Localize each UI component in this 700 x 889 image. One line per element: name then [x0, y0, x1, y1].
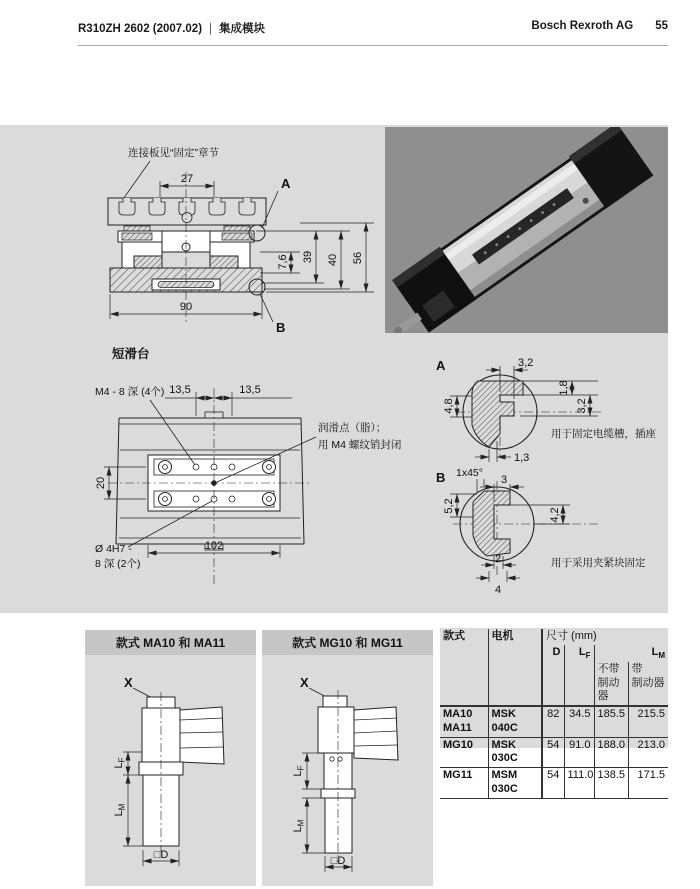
detail-b-dim-3: 3 — [500, 474, 508, 486]
dim-20: 20 — [95, 476, 107, 490]
variant-mg-x-label: X — [300, 675, 309, 690]
detail-a-label: A — [436, 358, 446, 373]
variant-mg-lf-label: $L_F$ — [292, 765, 306, 777]
cell-lm-with: 171.5 — [628, 768, 668, 799]
hole-note-line1: Ø 4H7 - — [95, 543, 132, 555]
cell-motor: MSK 040C — [488, 706, 542, 737]
lube-note-line2: 用 M4 螺纹销封闭 — [318, 439, 402, 451]
page-number: 55 — [655, 20, 668, 32]
connection-note: 连接板见“固定”章节 — [128, 147, 219, 159]
detail-a-drawing — [436, 357, 656, 464]
cell-type: MA10 MA11 — [443, 708, 473, 734]
col-header-d: D — [542, 645, 564, 706]
m4-hole — [193, 464, 199, 470]
detail-a-dim-1-3: 1,3 — [514, 452, 530, 464]
hole-note-line2: 8 深 (2个) — [95, 558, 141, 570]
dim-90: 90 — [179, 301, 193, 313]
detail-a-profile — [472, 381, 523, 447]
cell-lm-with: 215.5 — [628, 706, 668, 737]
m4-hole — [229, 464, 235, 470]
module-cross-section — [110, 225, 265, 295]
cell-lf: 91.0 — [564, 737, 594, 768]
lube-note-line1: 润滑点（脂）； — [318, 422, 387, 434]
detail-a-dim-1-8: 1,8 — [558, 380, 570, 396]
thread-note: M4 - 8 深 (4个) — [95, 386, 165, 398]
cell-lm-without: 138.5 — [594, 768, 628, 799]
dim-7-6: 7,6 — [277, 254, 289, 270]
table-row — [440, 737, 668, 768]
variant-mg-title: 款式 MG10 和 MG11 — [262, 630, 433, 655]
table-row — [440, 706, 668, 737]
col-header-dims: 尺寸 (mm) — [542, 629, 668, 645]
spec-table — [440, 629, 668, 799]
col-header-lm: $L_M$ — [594, 645, 668, 662]
brand-name: Bosch Rexroth AG — [531, 20, 634, 32]
dim-39: 39 — [302, 250, 314, 264]
variant-ma-drawing — [113, 675, 224, 866]
variant-mg-drawing — [292, 675, 398, 872]
cross-section-drawing — [108, 146, 374, 335]
variant-mg-d-label: □D — [330, 855, 346, 867]
cell-motor: MSM 030C — [488, 768, 542, 799]
dim-40: 40 — [327, 253, 339, 267]
detail-b-chamfer: 1x45° — [456, 467, 483, 479]
detail-b-dim-2: 2 — [494, 553, 502, 565]
motor-body-mg — [325, 798, 352, 853]
short-slide-title: 短滑台 — [112, 347, 150, 361]
variant-ma-lf-label: $L_F$ — [113, 757, 127, 769]
detail-b-profile — [473, 491, 510, 556]
variant-ma-title: 款式 MA10 和 MA11 — [85, 630, 256, 655]
variant-mg-lm-label: $L_M$ — [292, 819, 306, 833]
detail-a-dim-3-2-right: 3,2 — [576, 398, 588, 414]
detail-b-label: B — [436, 470, 446, 485]
cell-lm-without: 185.5 — [594, 706, 628, 737]
detail-b-dim-4: 4 — [494, 584, 502, 596]
cell-d: 54 — [542, 768, 564, 799]
variant-ma-d-label: □D — [153, 849, 169, 861]
cell-lm-with: 213.0 — [628, 737, 668, 768]
cell-lm-without: 188.0 — [594, 737, 628, 768]
cell-motor: MSK 030C — [488, 737, 542, 768]
col-header-motor: 电机 — [488, 629, 542, 706]
detail-b-caption: 用于采用夹紧块固定 — [551, 557, 646, 569]
detail-b-drawing — [436, 467, 646, 596]
cell-lf: 34.5 — [564, 706, 594, 737]
col-header-with-brake: 带 制动器 — [628, 662, 668, 706]
detail-a-ref-label: A — [281, 176, 291, 191]
col-header-lf: $L_F$ — [564, 645, 594, 706]
short-slide-drawing — [95, 346, 401, 584]
col-header-without-brake: 不带 制动器 — [594, 662, 628, 706]
detail-a-dim-3-2-top: 3,2 — [518, 357, 534, 369]
variant-ma-x-label: X — [124, 675, 133, 690]
dim-13-5-left: 13,5 — [169, 384, 191, 396]
dim-56: 56 — [352, 251, 364, 265]
detail-b-dim-4-2: 4,2 — [549, 507, 561, 523]
detail-a-dim-4-8: 4,8 — [443, 398, 455, 414]
dim-102: 102 — [204, 540, 224, 552]
dim-13-5-right: 13,5 — [239, 384, 261, 396]
header-separator: | — [209, 23, 213, 35]
cell-lf: 111.0 — [564, 768, 594, 799]
detail-b-ref-label: B — [276, 320, 286, 335]
variant-ma-lm-label: $L_M$ — [113, 803, 127, 817]
section-title: 集成模块 — [219, 23, 266, 35]
doc-number: R310ZH 2602 (2007.02) — [78, 23, 203, 35]
col-header-type: 款式 — [440, 629, 488, 706]
cell-type: MG10 — [440, 737, 488, 768]
detail-b-dim-5-2: 5,2 — [443, 498, 455, 514]
table-row — [440, 768, 668, 799]
cell-d: 82 — [542, 706, 564, 737]
m4-hole — [193, 496, 199, 502]
cell-d: 54 — [542, 737, 564, 768]
m4-hole — [229, 496, 235, 502]
detail-a-caption: 用于固定电缆槽，插座 — [551, 428, 656, 440]
cell-type: MG11 — [440, 768, 488, 799]
dim-27: 27 — [180, 173, 194, 185]
